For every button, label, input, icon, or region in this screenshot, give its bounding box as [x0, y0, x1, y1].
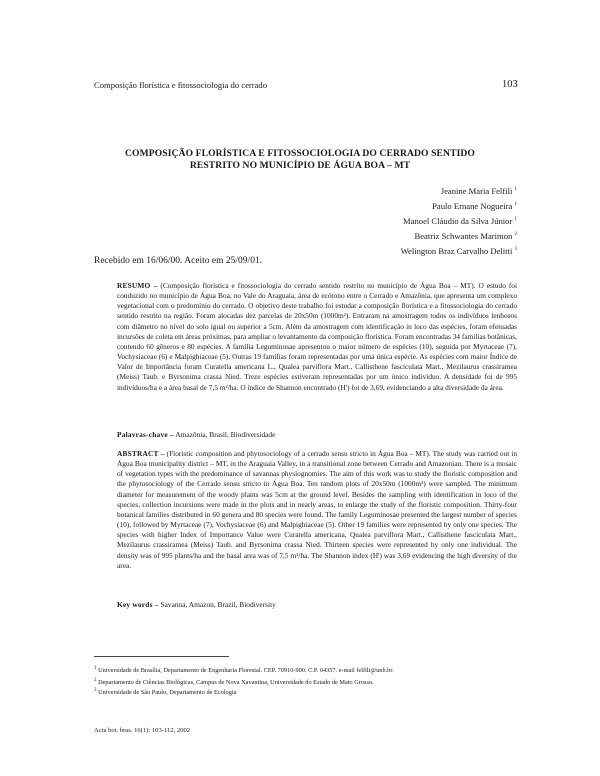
paper-title-line-2: RESTRITO NO MUNICÍPIO DE ÁGUA BOA – MT: [189, 160, 411, 171]
footnote: $^3$ Universidade de São Paulo, Departamento de Ecologia: [94, 688, 237, 697]
received-date: Recebido em 16/06/00. Aceito em 25/09/01.: [94, 256, 263, 266]
resumo-text: (Composição florística e fitossociologia do cerrado sentido restrito no município de Água Boa – MT). O estudo foi conduzido no município de Água Boa, no Vale do Araguaia, área de ecótono entre o Cerrado e Amazônia, que apresenta um complexo vegetacional com o predomínio do cerrado. O objetivo deste trabalho foi estudar a composição florística e a fitossociologia do cerrado sentido restrito na região. Foram alocadas dez parcelas de 20x50m (1000m²). Entraram na amostragem todos os indivíduos lenhosos com diâmetro no nível do solo igual ou superior a 5cm. Além da amostragem com identificação in loco das espécies, foram efetuadas incursões de coleta em áreas próximas, para ampliar o levantamento da composição florística. Foram encontradas 34 famílias botânicas, contendo 60 gêneros e 80 espécies. A família Leguminosae apresentou o maior número de espécies (10), seguida por Myrtaceae (7), Vochysiaceae (6) e Malpighiaceae (5). Outras 19 famílias foram representadas por uma única espécie. As espécies com maior Índice de Valor de Importância foram Curatella americana L., Qualea parviflora Mart., Callisthene fasciculata Mart., Mezilaurus crassiramea (Meiss) Taub. e Byrsonima crassa Nied. Treze espécies estiveram representadas por um único indivíduo. A densidade foi de 995 indivíduos/ha e a área basal de 7,5 m²/ha. O índice de Shannon encontrado (H') foi de 3,69, evidenciando a alta diversidade da área.: [117, 281, 517, 392]
journal-citation: Acta bot. bras. 16(1): 103-112, 2002: [94, 727, 191, 734]
keywords-en: [117, 600, 276, 609]
abstract-label: ABSTRACT –: [117, 449, 165, 458]
footnote-divider: [94, 656, 229, 657]
abstract-paragraph: [117, 449, 517, 571]
abstract-text: (Floristic composition and phytosociology of a cerrado sensu stricto in Água Boa – MT). The study was carried out in Água Boa municipality district – MT, in the Araguaia Valley, in a transitional zone between Cerrado and Amazonian. There is a mosaic of vegetation types with the predominance of savannas physiognomies. The aim of this work was to study the floristic composition and the phytosociology of the Cerrado sensu stricto in Água Boa. Ten random plots of 20x50m (1000m²) were sampled. The minimum diameter for measurement of the woody plants was 5cm at the ground level. Besides the sampling with identification in loco of the species, collection incursions were made in the plots and in nearly areas, to enlarge the study of the floristic composition. Thirty-four botanical families distributed in 60 genera and 80 species were found. The family Leguminosae presented the largest number of species (10), followed by Myrtaceae (7), Vochysiaceae (6) and Malpighiaceae (5). Other 19 families were represented by only one species. The species with higher Index of Importance Value were Curatella americana, Qualea parviflora Mart., Callisthene fasciculata Mart., Mezilaurus crassiramea (Meiss) Taub. and Byrsonima crassa Nied. Thirteen species were represented by only one individual. The density was of 995 plants/ha and the basal area was of 7,5 m²/ha. The Shannon index (H') was 3,69 evidencing the high diversity of the area.: [117, 449, 518, 570]
author: Beatriz Schwantes Marimon $^2$: [414, 231, 517, 242]
resumo-paragraph: [117, 281, 517, 393]
keywords-pt: [117, 430, 275, 439]
page-number: 103: [502, 79, 518, 90]
author: Manoel Cláudio da Silva Júnior $^1$: [403, 215, 517, 226]
footnote: $^1$ Universidade de Brasília, Departamento de Engenharia Florestal. CEP. 70910-900. C.P. 04357. e-mail felfili@unb.br.: [94, 666, 394, 675]
author: Jeanine Maria Felfili $^1$: [440, 185, 517, 196]
author: Paulo Ernane Nogueira $^1$: [432, 200, 517, 211]
footnote: $^2$ Departamento de Ciências Biológicas, Campus de Nova Xavantina, Universidade do Estado de Mato Grosso.: [94, 678, 374, 687]
running-title: Composição florística e fitossociologia do cerrado: [94, 80, 268, 90]
keywords-pt-text: Amazônia, Brasil, Biodiversidade: [175, 430, 276, 439]
author: Welington Braz Carvalho Delitti $^3$: [400, 246, 517, 257]
resumo-label: RESUMO –: [117, 281, 158, 290]
keywords-en-text: Savanna, Amazon, Brazil, Biodiversity: [160, 600, 276, 609]
author-list: [401, 183, 517, 258]
keywords-en-label: Key words –: [117, 600, 159, 609]
keywords-pt-label: Palavras-chave –: [117, 430, 174, 439]
paper-title-line-1: COMPOSIÇÃO FLORÍSTICA E FITOSSOCIOLOGIA DO CERRADO SENTIDO: [125, 148, 475, 159]
